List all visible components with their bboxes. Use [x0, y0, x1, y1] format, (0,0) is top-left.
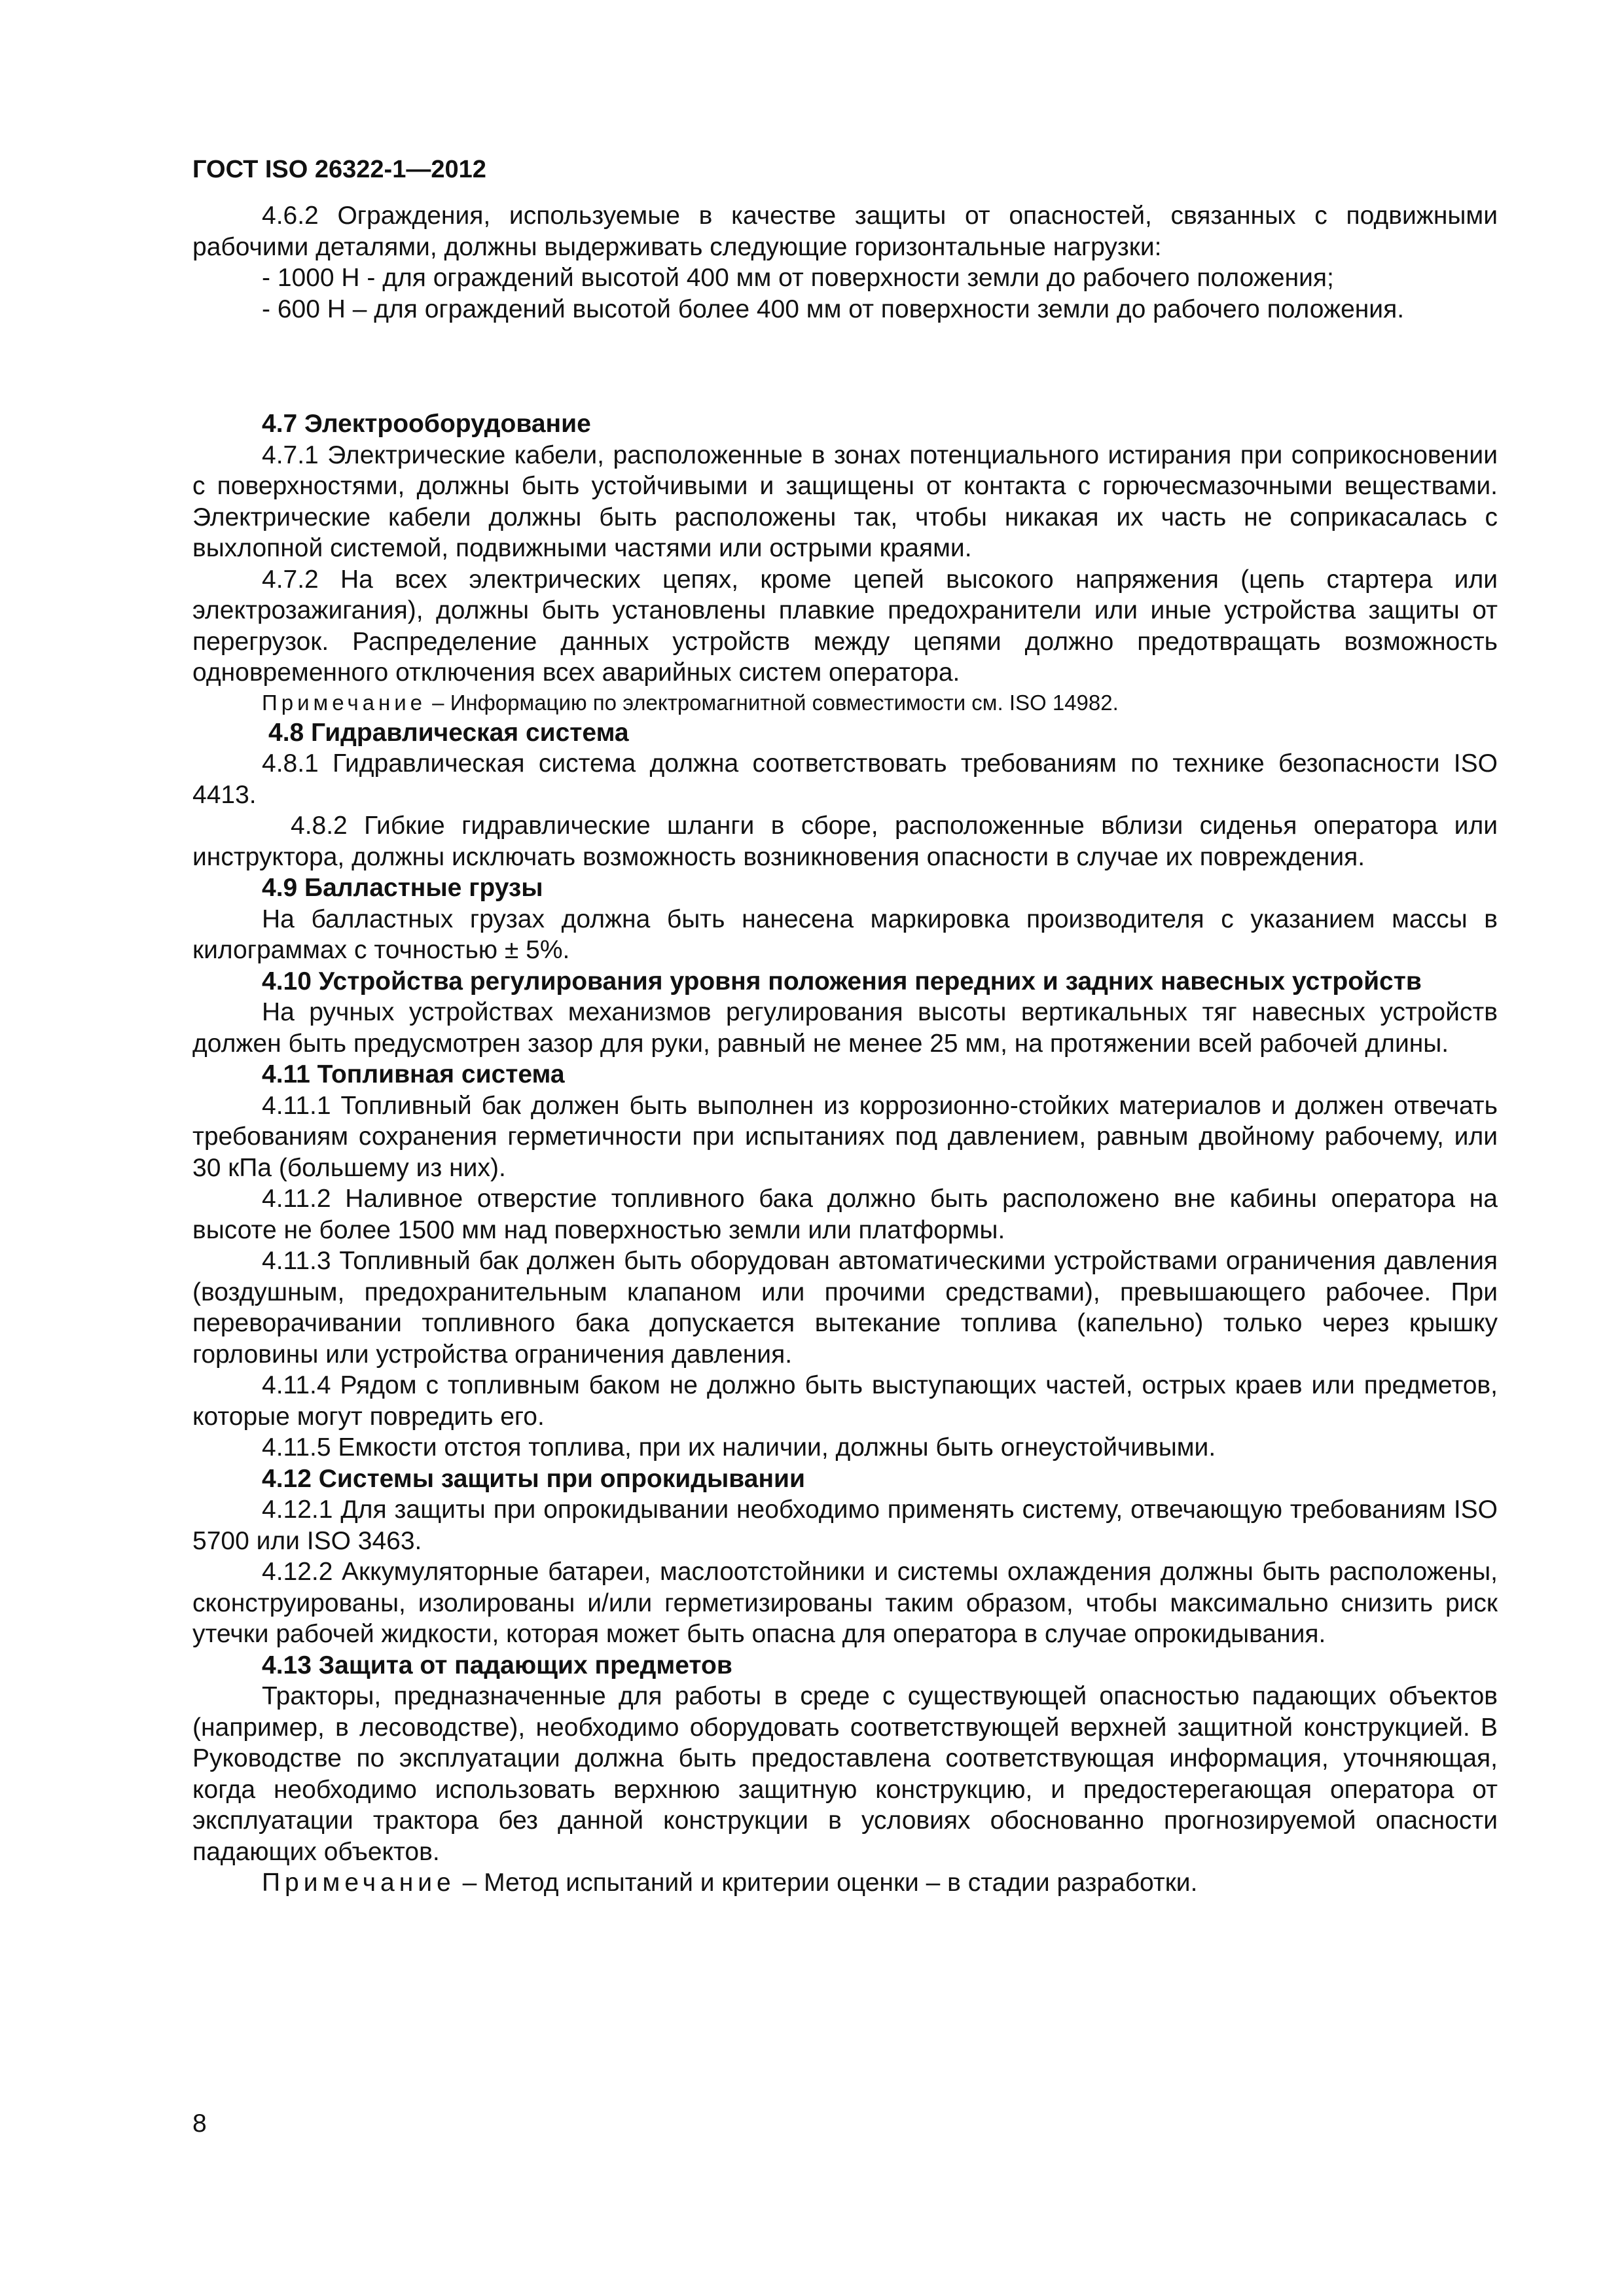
section-heading-4-10: 4.10 Устройства регулирования уровня положения передних и задних навесных устройств [262, 967, 1422, 996]
paragraph-4-11-5: 4.11.5 Емкости отстоя топлива, при их наличии, должны быть огнеустойчивыми. [262, 1433, 1216, 1462]
section-heading-4-7: 4.7 Электрооборудование [262, 410, 591, 438]
paragraph-4-6-2: 4.6.2 Ограждения, используемые в качестве защиты от опасностей, связанных с подвижными рабочими деталями, должны выдерживать следующие горизонтальные нагрузки: [192, 202, 1498, 261]
note-text: – Информацию по электромагнитной совместимости см. ISO 14982. [426, 690, 1119, 715]
paragraph-4-8-1: 4.8.1 Гидравлическая система должна соответствовать требованиям по технике безопасности ISO 4413. [192, 749, 1498, 809]
section-heading-4-12: 4.12 Системы защиты при опрокидывании [262, 1464, 805, 1493]
note-text: – Метод испытаний и критерии оценки – в стадии разработки. [455, 1869, 1198, 1897]
page-number: 8 [192, 2109, 207, 2138]
paragraph-4-12-1: 4.12.1 Для защиты при опрокидывании необходимо применять систему, отвечающую требованиям ISO 5700 или ISO 3463. [192, 1496, 1498, 1555]
paragraph-4-11-2: 4.11.2 Наливное отверстие топливного бака должно быть расположено вне кабины оператора на высоте не более 1500 мм над поверхностью земли или платформы. [192, 1185, 1498, 1244]
document-header: ГОСТ ISO 26322-1—2012 [192, 156, 486, 183]
paragraph-4-11-4: 4.11.4 Рядом с топливным баком не должно быть выступающих частей, острых краев или предметов, которые могут повредить его. [192, 1371, 1498, 1431]
paragraph-4-7-2: 4.7.2 На всех электрических цепях, кроме цепей высокого напряжения (цепь стартера или электрозажигания), должны быть установлены плавкие предохранители или иные устройства защиты от перегрузок. Распределение данных устройств между цепями должно предотвращать возможность одновременного отключения всех аварийных систем оператора. [192, 565, 1498, 687]
paragraph-4-11-1: 4.11.1 Топливный бак должен быть выполнен из коррозионно-стойких материалов и должен отвечать требованиям сохранения герметичности при испытаниях под давлением, равным двойному рабочему, или 30 кПа (большему из них). [192, 1091, 1498, 1182]
paragraph-4-11-3: 4.11.3 Топливный бак должен быть оборудован автоматическими устройствами ограничения давления (воздушным, предохранительным клапаном или прочими средствами), превышающего рабочее. При переворачивании топливного бака допускается вытекание топлива (капельно) только через крышку горловины или устройства ограничения давления. [192, 1247, 1498, 1369]
paragraph-4-7-1: 4.7.1 Электрические кабели, расположенные в зонах потенциального истирания при соприкосновении с поверхностями, должны быть устойчивыми и защищены от контакта с горючесмазочными веществами. Электрические кабели должны быть расположены так, чтобы никакая их часть не соприкасалась с выхлопной системой, подвижными частями или острыми краями. [192, 440, 1498, 562]
section-heading-4-8: 4.8 Гидравлическая система [268, 718, 629, 747]
paragraph-4-12-2: 4.12.2 Аккумуляторные батареи, маслоотстойники и системы охлаждения должны быть расположены, сконструированы, изолированы и/или герметизированы таким образом, чтобы максимально снизить риск утечки рабочей жидкости, которая может быть опасна для оператора в случае опрокидывания. [192, 1558, 1498, 1648]
section-heading-4-13: 4.13 Защита от падающих предметов [262, 1651, 732, 1679]
note-emc [192, 689, 1498, 717]
paragraph-4-9: На балластных грузах должна быть нанесена маркировка производителя с указанием массы в килограммах с точностью ± 5%. [192, 905, 1498, 964]
note-label: Примечание [262, 690, 427, 715]
note-test-method [192, 1867, 1498, 1899]
list-item-600n: - 600 Н – для ограждений высотой более 400 мм от поверхности земли до рабочего положения. [262, 295, 1405, 323]
section-heading-4-11: 4.11 Топливная система [262, 1060, 565, 1088]
paragraph-4-13: Тракторы, предназначенные для работы в среде с существующей опасностью падающих объектов (например, в лесоводстве), необходимо оборудовать соответствующей верхней защитной конструкцией. В Руководстве по эксплуатации должна быть предоставлена соответствующая информация, уточняющая, когда необходимо использовать верхнюю защитную конструкцию, и предостерегающая оператора от эксплуатации трактора без данной конструкции в условиях обоснованно прогнозируемой опасности падающих объектов. [192, 1682, 1498, 1866]
paragraph-4-8-2: 4.8.2 Гибкие гидравлические шланги в сборе, расположенные вблизи сиденья оператора или инструктора, должны исключать возможность возникновения опасности в случае их повреждения. [192, 812, 1498, 871]
note-label: Примечание [262, 1869, 456, 1897]
document-body [192, 200, 1498, 1899]
list-item-1000n: - 1000 Н - для ограждений высотой 400 мм от поверхности земли до рабочего положения; [262, 264, 1334, 292]
paragraph-4-10: На ручных устройствах механизмов регулирования высоты вертикальных тяг навесных устройств должен быть предусмотрен зазор для руки, равный не менее 25 мм, на протяжении всей рабочей длины. [192, 998, 1498, 1058]
section-heading-4-9: 4.9 Балластные грузы [262, 874, 543, 902]
